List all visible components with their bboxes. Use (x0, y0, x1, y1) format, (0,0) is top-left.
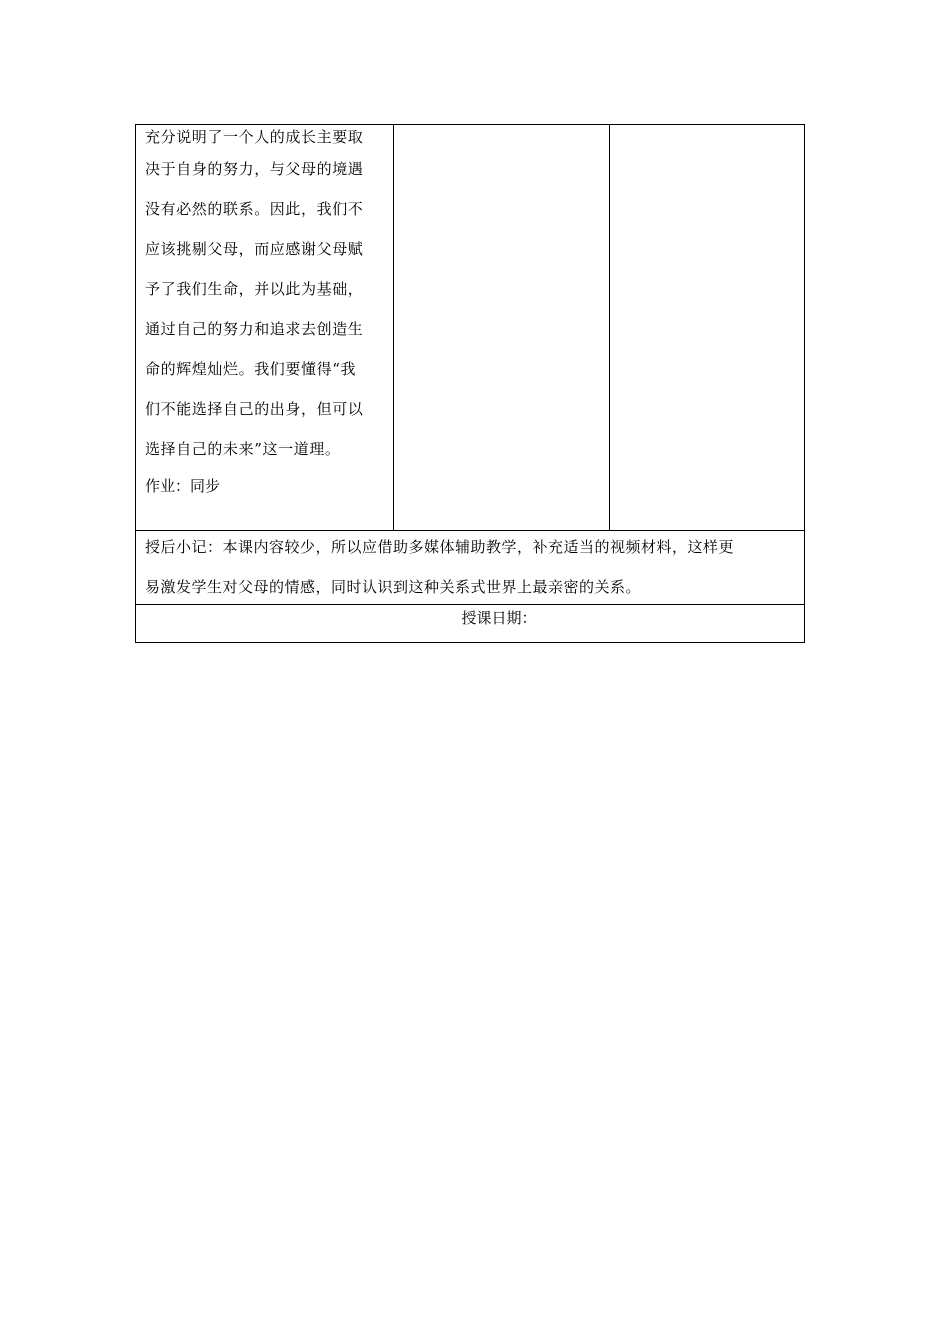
notes-line: 易激发学生对父母的情感，同时认识到这种关系式世界上最亲密的关系。 (145, 578, 642, 596)
content-line: 应该挑剔父母，而应感谢父母赋 (145, 240, 364, 258)
content-line: 们不能选择自己的出身，但可以 (145, 400, 364, 418)
content-line: 决于自身的努力，与父母的境遇 (145, 160, 364, 178)
content-row (136, 125, 804, 531)
empty-middle-cell (394, 125, 610, 530)
content-line: 没有必然的联系。因此，我们不 (145, 200, 364, 218)
empty-right-cell (610, 125, 804, 530)
content-line: 予了我们生命，并以此为基础， (145, 280, 364, 298)
content-line: 命的辉煌灿烂。我们要懂得“我 (145, 360, 357, 378)
content-line: 选择自己的未来”这一道理。 (145, 440, 341, 458)
lesson-date-row (136, 605, 804, 642)
lesson-plan-table (135, 124, 805, 643)
content-line: 通过自己的努力和追求去创造生 (145, 320, 364, 338)
notes-line: 授后小记：本课内容较少，所以应借助多媒体辅助教学，补充适当的视频材料，这样更 (145, 538, 735, 556)
post-lesson-notes-row (136, 527, 804, 605)
lesson-date-label: 授课日期： (461, 609, 537, 627)
content-cell (136, 125, 394, 530)
homework-line: 作业：同步 (145, 477, 221, 495)
content-line: 充分说明了一个人的成长主要取 (145, 128, 364, 146)
